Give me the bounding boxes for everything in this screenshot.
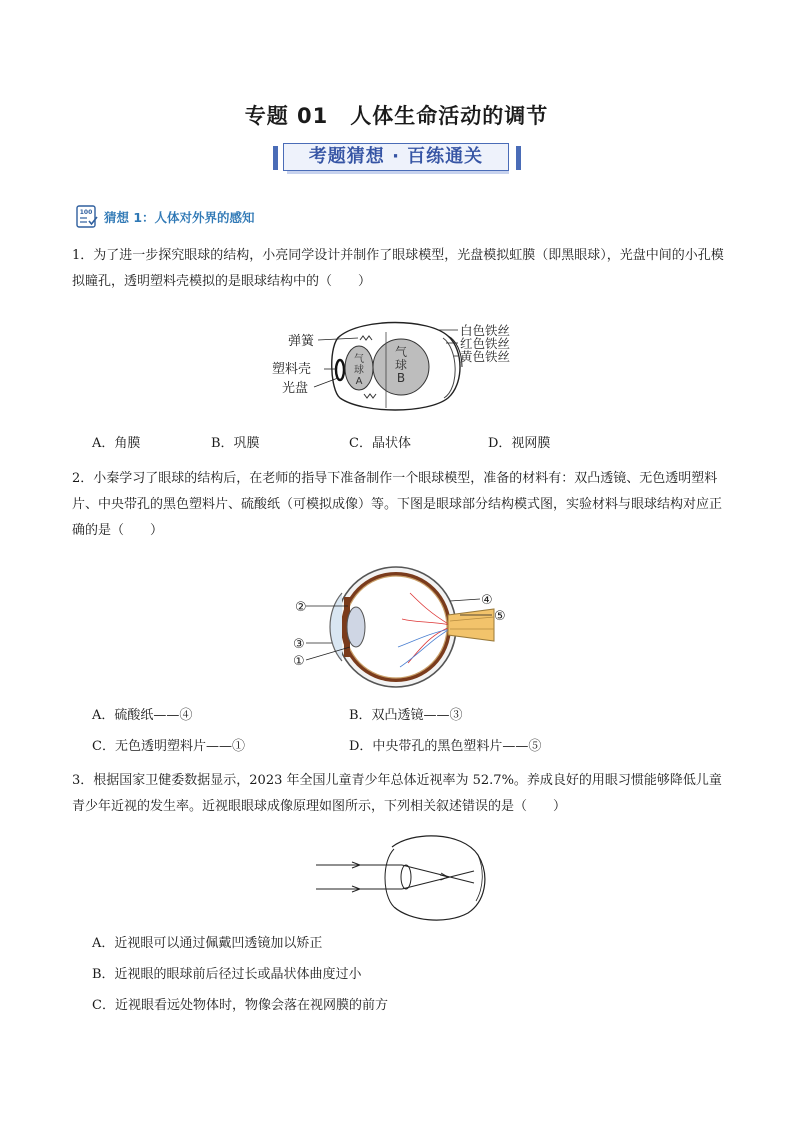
banner-text: 考题猜想 · 百练通关 [283, 143, 509, 171]
label-red-wire: 红色铁丝 [460, 336, 511, 351]
question-1-text: 1．为了进一步探究眼球的结构，小亮同学设计并制作了眼球模型，光盘模拟虹膜（即黑眼球），光盘中间的小孔模拟瞳孔，透明塑料壳模拟的是眼球结构中的（ ） [72, 248, 724, 289]
guess-heading [76, 204, 255, 230]
eye-model-figure [268, 318, 530, 414]
label-white-wire: 白色铁丝 [460, 323, 511, 338]
q3-option-a: A．近视眼可以通过佩戴凹透镜加以矫正 [92, 936, 323, 951]
label-1: ① [293, 654, 305, 669]
q3-option-b: B．近视眼的眼球前后径过长或晶状体曲度过小 [92, 967, 362, 982]
banner-right-bar [516, 146, 521, 170]
eye-structure-figure [290, 563, 520, 691]
label-yellow-wire: 黄色铁丝 [460, 349, 511, 364]
label-3: ③ [293, 637, 305, 652]
guess-label: 猜想 1：人体对外界的感知 [104, 210, 255, 225]
label-balloon-b-3: B [396, 371, 406, 385]
banner-left-bar [273, 146, 278, 170]
label-spring: 弹簧 [288, 334, 315, 349]
q2-option-d: D．中央带孔的黑色塑料片——⑤ [349, 739, 542, 754]
q2-option-b: B．双凸透镜——③ [349, 708, 463, 723]
banner-shadow [287, 171, 509, 174]
q1-option-a: A．角膜 [92, 436, 141, 451]
label-disc: 光盘 [282, 381, 309, 396]
q1-option-c: C．晶状体 [349, 436, 411, 451]
question-2-text: 2．小秦学习了眼球的结构后，在老师的指导下准备制作一个眼球模型，准备的材料有：双凸透镜、无色透明塑料片、中央带孔的黑色塑料片、硫酸纸（可模拟成像）等。下图是眼球部分结构模式图，实验材料与眼球结构对应正确的是（ ） [72, 471, 723, 538]
checklist-icon-text: 100 [79, 209, 93, 216]
checklist-icon [76, 205, 98, 229]
disc-shape [336, 360, 344, 380]
q1-option-b: B．巩膜 [211, 436, 260, 451]
label-4: ④ [481, 593, 493, 608]
label-balloon-a-3: A [355, 376, 363, 387]
label-balloon-b-1: 气 [394, 345, 408, 359]
myopia-figure [312, 835, 488, 921]
question-3-text: 3．根据国家卫健委数据显示，2023 年全国儿童青少年总体近视率为 52.7%。养成良好的用眼习惯能够降低儿童青少年近视的发生率。近视眼眼球成像原理如图所示，下列相关叙述错误的是（ ） [72, 773, 722, 814]
label-2: ② [295, 600, 307, 615]
label-5: ⑤ [494, 609, 506, 624]
page-title: 专题 01 人体生命活动的调节 [244, 104, 549, 128]
label-balloon-a-2: 球 [354, 365, 364, 376]
label-balloon-a-1: 气 [354, 354, 364, 365]
label-plastic-shell: 塑料壳 [272, 362, 312, 377]
label-balloon-b-2: 球 [394, 358, 408, 372]
q2-option-c: C．无色透明塑料片——① [92, 739, 245, 754]
section-banner [273, 143, 521, 175]
q3-option-c: C．近视眼看远处物体时，物像会落在视网膜的前方 [92, 998, 388, 1013]
q2-option-a: A．硫酸纸——④ [92, 708, 193, 723]
q1-option-d: D．视网膜 [488, 436, 551, 451]
